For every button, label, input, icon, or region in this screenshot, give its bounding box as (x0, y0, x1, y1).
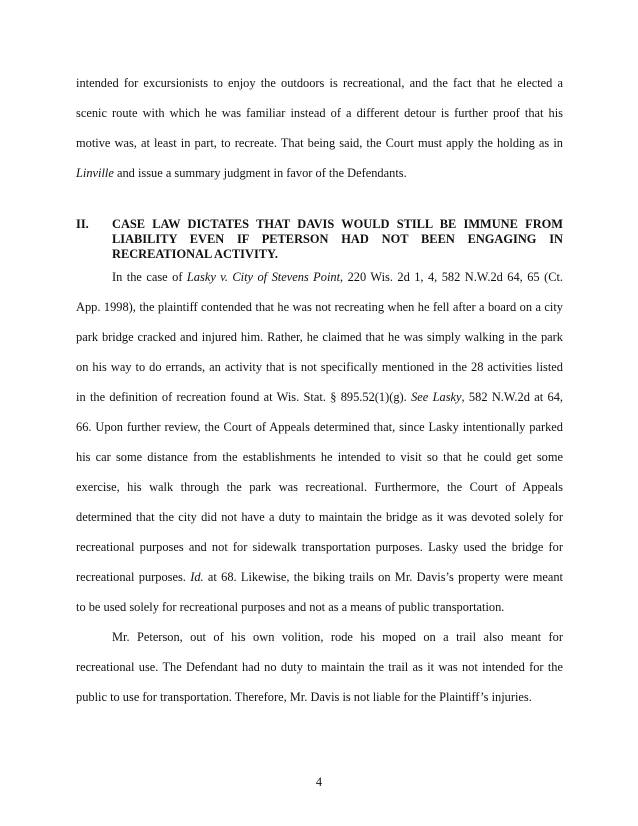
para3-line-2: recreational use. The Defendant had no duty to maintain the trail as it was not intended for the (76, 660, 563, 674)
para2-line-12: to be used solely for recreational purposes and not as a means of public transportation. (76, 600, 505, 614)
para2-line-9: determined that the city did not have a duty to maintain the bridge as it was devoted solely for (76, 510, 563, 524)
para1-line-4-text: and issue a summary judgment in favor of the Defendants. (113, 166, 407, 180)
para2-line-8: exercise, his walk through the park was recreational. Furthermore, the Court of Appeals (76, 480, 563, 494)
section-heading-line-2: LIABILITY EVEN IF PETERSON HAD NOT BEEN ENGAGING IN (112, 232, 563, 246)
case-name-linville: Linville (76, 166, 114, 180)
para2-line-5-a: in the definition of recreation found at Wis. Stat. § 895.52(1)(g). (76, 390, 412, 404)
para2-line-3: park bridge cracked and injured him. Rather, he claimed that he was simply walking in the park (76, 330, 563, 344)
citation-id: Id. (190, 570, 204, 584)
para3-line-3: public to use for transportation. Therefore, Mr. Davis is not liable for the Plaintiff’s injuries. (76, 690, 532, 704)
para1-line-3: motive was, at least in part, to recreate. That being said, the Court must apply the holding as in (76, 136, 563, 150)
para2-line-1-b: , 220 Wis. 2d 1, 4, 582 N.W.2d 64, 65 (Ct. (340, 270, 564, 284)
para2-line-5 (76, 390, 563, 405)
para2-line-6: 66. Upon further review, the Court of Appeals determined that, since Lasky intentionally parked (76, 420, 563, 434)
para2-line-2: App. 1998), the plaintiff contended that he was not recreating when he fell after a board on a city (76, 300, 563, 314)
para2-line-10: recreational purposes and not for sidewalk transportation purposes. Lasky used the bridge for (76, 540, 563, 554)
citation-see-lasky: See Lasky (411, 390, 462, 404)
para2-line-1 (112, 270, 563, 285)
para2-line-5-b: , 582 N.W.2d at 64, (461, 390, 563, 404)
para2-line-11 (76, 570, 563, 585)
section-heading-line-3: RECREATIONAL ACTIVITY. (112, 247, 278, 261)
case-name-lasky: Lasky v. City of Stevens Point (186, 270, 341, 284)
para2-line-11-a: recreational purposes. (76, 570, 191, 584)
para2-line-11-b: at 68. Likewise, the biking trails on Mr. Davis’s property were meant (203, 570, 563, 584)
para1-line-2: scenic route with which he was familiar instead of a different detour is further proof that his (76, 106, 563, 120)
page-number: 4 (315, 775, 323, 789)
section-heading-line-1: CASE LAW DICTATES THAT DAVIS WOULD STILL BE IMMUNE FROM (112, 217, 563, 231)
section-number: II. (76, 217, 89, 231)
para2-line-1-a: In the case of (112, 270, 187, 284)
para2-line-7: his car some distance from the establishments he intended to visit so that he could get some (76, 450, 563, 464)
para1-line-4 (76, 166, 563, 181)
para2-line-4: on his way to do errands, an activity that is not specifically mentioned in the 28 activities listed (76, 360, 563, 374)
para1-line-1: intended for excursionists to enjoy the outdoors is recreational, and the fact that he elected a (76, 76, 563, 90)
para3-line-1: Mr. Peterson, out of his own volition, rode his moped on a trail also meant for (112, 630, 563, 644)
